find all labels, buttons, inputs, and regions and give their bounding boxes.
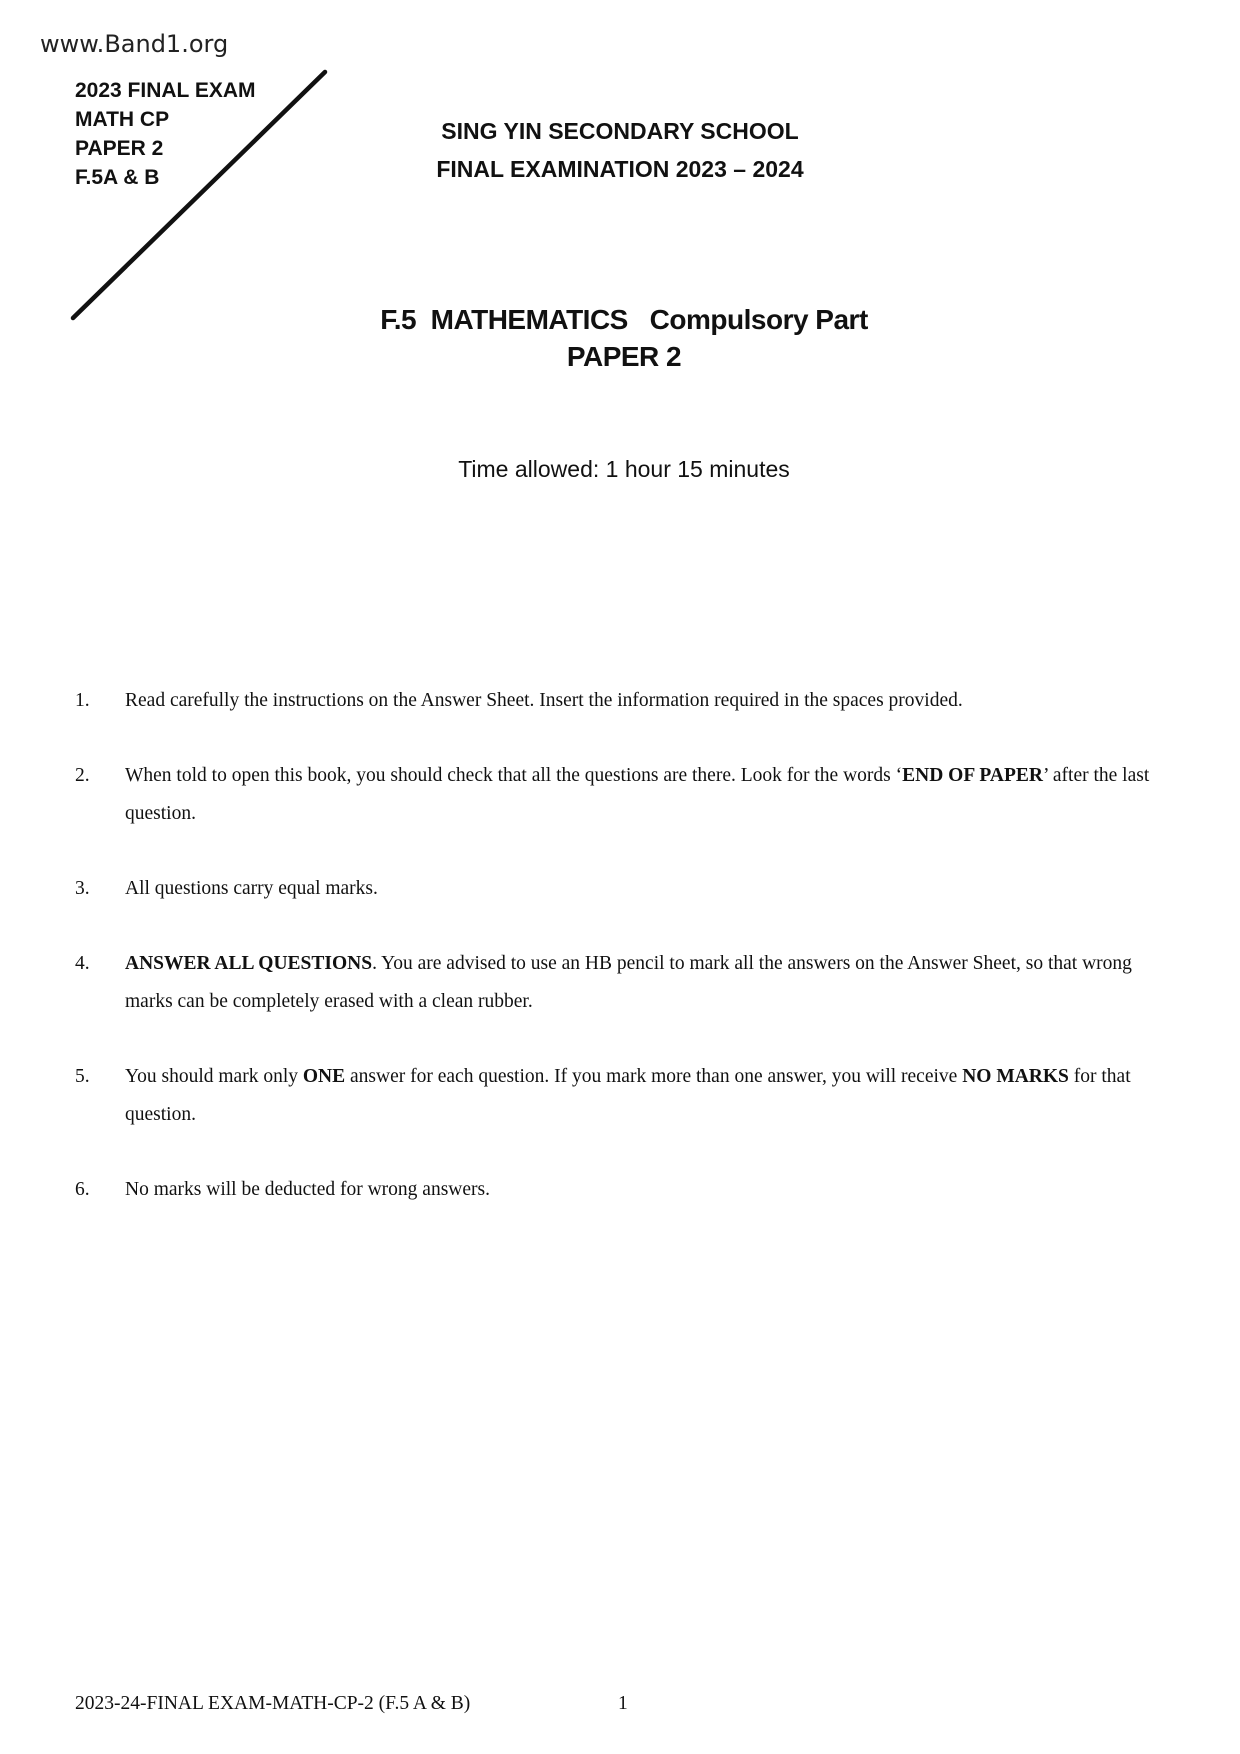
exam-title: FINAL EXAMINATION 2023 – 2024 [436, 156, 804, 182]
instruction-text: ’ after the last question. [125, 765, 1150, 824]
instruction-item [75, 945, 1175, 1021]
instruction-item [75, 1058, 1175, 1134]
instruction-number: 1. [75, 690, 90, 711]
footer-paper-code: 2023-24-FINAL EXAM-MATH-CP-2 (F.5 A & B) [75, 1693, 471, 1714]
instruction-text: . You are advised to use an HB pencil to mark all the answers on the Answer Sheet, so that wrong marks can be completely erased with a clean rubber. [125, 953, 1132, 1012]
instruction-item [75, 870, 1175, 908]
instructions-list [75, 682, 1175, 1246]
instruction-emphasis: NO MARKS [962, 1066, 1069, 1087]
instruction-text: No marks will be deducted for wrong answers. [125, 1179, 490, 1200]
instruction-item [75, 1171, 1175, 1209]
tag-line-class: F.5A & B [75, 166, 160, 189]
instruction-item [75, 682, 1175, 720]
instruction-emphasis: END OF PAPER [902, 765, 1043, 786]
instruction-number: 3. [75, 878, 90, 899]
time-allowed: Time allowed: 1 hour 15 minutes [458, 456, 790, 482]
instruction-text: You should mark only [125, 1066, 303, 1087]
exam-tag-block [75, 76, 256, 192]
instruction-item [75, 757, 1175, 833]
instruction-emphasis: ANSWER ALL QUESTIONS [125, 953, 373, 974]
tag-line-subject: MATH CP [75, 108, 170, 131]
page-number: 1 [618, 1693, 628, 1714]
paper-title: PAPER 2 [566, 341, 682, 372]
instruction-text: Read carefully the instructions on the Answer Sheet. Insert the information required in the spaces provided. [125, 690, 963, 711]
instruction-number: 2. [75, 765, 90, 786]
instruction-emphasis: ONE [302, 1066, 346, 1087]
tag-line-exam: 2023 FINAL EXAM [75, 79, 256, 102]
school-name: SING YIN SECONDARY SCHOOL [441, 118, 799, 144]
instruction-text: for that question. [125, 1066, 1131, 1125]
instruction-number: 5. [75, 1066, 90, 1087]
instruction-text: answer for each question. If you mark more than one answer, you will receive [345, 1066, 963, 1087]
instruction-text: All questions carry equal marks. [125, 878, 378, 899]
instruction-number: 4. [75, 953, 90, 974]
instruction-number: 6. [75, 1179, 90, 1200]
subject-title: F.5 MATHEMATICS Compulsory Part [380, 304, 868, 335]
instruction-text: When told to open this book, you should check that all the questions are there. Look for the words ‘ [125, 765, 903, 786]
watermark-url: www.Band1.org [40, 30, 229, 58]
tag-line-paper: PAPER 2 [75, 137, 164, 160]
